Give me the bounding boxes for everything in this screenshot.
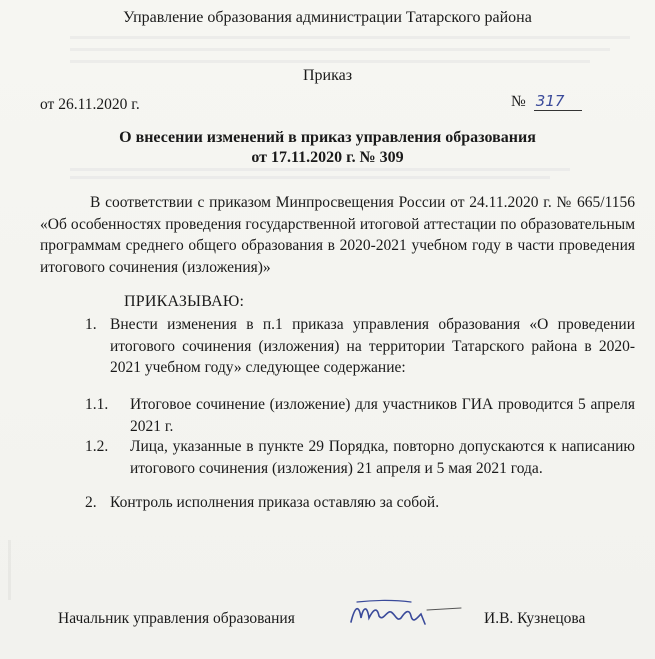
decree-word: ПРИКАЗЫВАЮ:: [124, 293, 245, 310]
signatory-role: Начальник управления образования: [58, 610, 295, 627]
document-date: от 26.11.2020 г.: [40, 96, 140, 113]
item-mark: 2.: [85, 494, 97, 511]
item-text: Контроль исполнения приказа оставляю за собой.: [110, 494, 440, 511]
signatory-name: И.В. Кузнецова: [484, 610, 586, 627]
show-through-line: [70, 176, 550, 179]
organization-header: Управление образования администрации Татарского района: [123, 9, 532, 26]
number-sign: №: [511, 93, 526, 110]
document-type: Приказ: [302, 67, 353, 84]
show-through-line: [70, 168, 570, 171]
item-text: Лица, указанные в пункте 29 Порядка, повторно допускаются к написанию итогового сочинения (изложения) 21 апреля и 5 мая 2021 года.: [130, 438, 635, 477]
item-mark: 1.: [85, 316, 97, 333]
show-through-line: [70, 36, 630, 39]
show-through-line: [70, 60, 590, 63]
list-item: [85, 394, 635, 438]
title-line-2: от 17.11.2020 г. № 309: [251, 149, 404, 166]
list-item: [85, 436, 635, 480]
scan-smudge: [8, 540, 11, 600]
title-line-1: О внесении изменений в приказ управления образования: [119, 129, 536, 146]
document-number: [511, 92, 582, 111]
item-text: Итоговое сочинение (изложение) для участников ГИА проводится 5 апреля 2021 г.: [130, 396, 635, 435]
show-through-line: [70, 48, 610, 51]
item-text: Внести изменения в п.1 приказа управления образования «О проведении итогового сочинения (изложения) на территории Татарского района в 2020-2021 учебном году» следующее содержание:: [110, 316, 635, 376]
item-mark: 1.2.: [85, 438, 109, 455]
list-item: [85, 492, 635, 514]
document-title: [0, 128, 655, 168]
handwritten-signature: [345, 596, 465, 632]
item-mark: 1.1.: [85, 396, 109, 413]
preamble-paragraph: В соответствии с приказом Минпросвещения России от 24.11.2020 г. № 665/1156 «Об особенностях проведения государственной итоговой аттестации по образовательным программам среднего общего образования в 2020-2021 учебном году в части проведения итогового сочинения (изложения)»: [40, 194, 635, 276]
list-item: [85, 314, 635, 402]
handwritten-number: 317: [534, 92, 583, 111]
